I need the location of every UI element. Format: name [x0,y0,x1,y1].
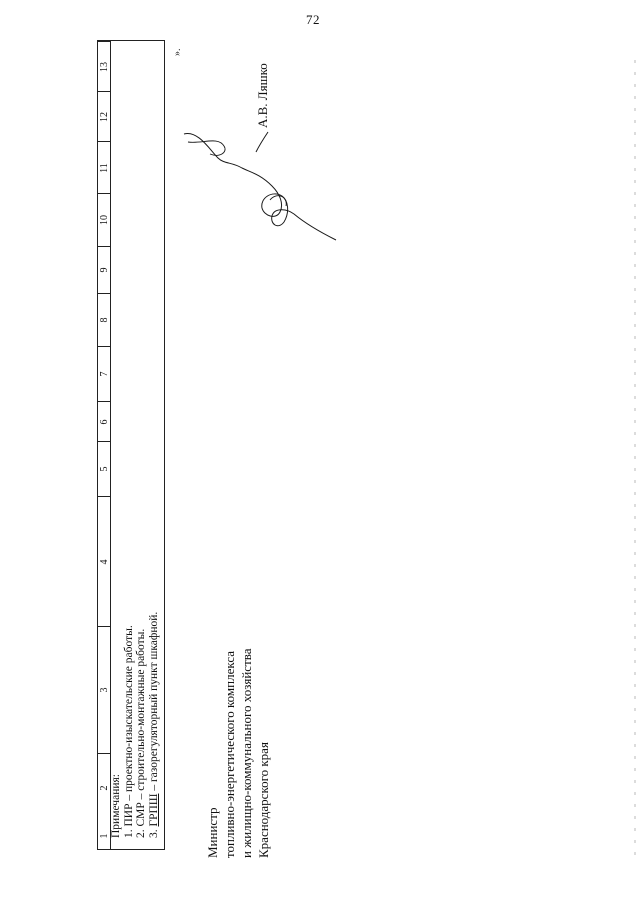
note-item-1: 1. ПИР – проектно-изыскательские работы. [122,625,135,838]
closing-quote-mark: ». [172,48,183,56]
signatory-name: А.В. Ляшко [255,63,270,128]
page-number: 72 [306,12,320,27]
column-header-9: 9 [98,246,111,293]
note-item-3-abbreviation: ГРПШ [147,793,160,827]
note-item-2: 2. СМР – строительно-монтажные работы. [135,628,147,838]
notes-text [110,398,160,838]
column-header-12: 12 [98,91,111,141]
column-header-4: 4 [98,496,111,626]
column-header-11: 11 [98,141,111,193]
column-header-13: 13 [98,41,111,91]
handwritten-signature [180,120,350,260]
column-header-8: 8 [98,293,111,346]
column-header-3: 3 [98,626,111,753]
scan-edge-artifact [630,0,640,905]
signatory-title-line-4: Краснодарского края [256,742,271,858]
column-header-5: 5 [98,441,111,496]
column-header-1: 1 [98,833,110,839]
signatory-title-line-1: Министр [205,807,220,858]
note-item-3: 3. ГРПШ – газорегуляторный пункт шкафной. [147,611,160,838]
notes-heading: Примечания: [110,774,122,838]
signatory-title [204,438,272,858]
column-header-6: 6 [98,401,111,441]
column-header-10: 10 [98,193,111,246]
signatory-title-line-3: и жилищно-коммунального хозяйства [239,648,254,858]
signatory-title-line-2: топливно-энергетического комплекса [222,650,237,858]
column-header-7: 7 [98,346,111,401]
column-header-2: 2 [98,753,111,821]
